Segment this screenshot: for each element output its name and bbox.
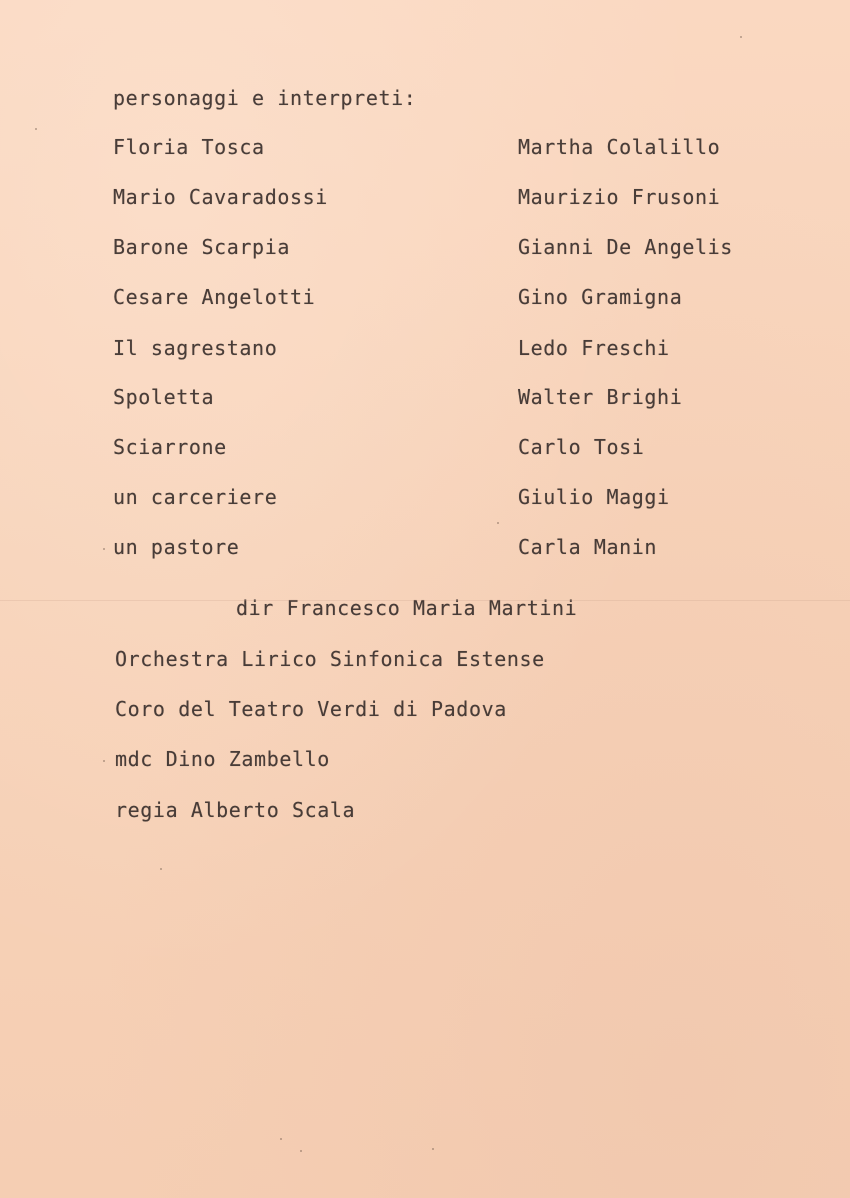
paper-speck: [103, 548, 105, 550]
role-barone-scarpia: Barone Scarpia: [113, 235, 290, 259]
performer-un-carceriere: Giulio Maggi: [518, 485, 670, 509]
paper-speck: [740, 36, 742, 38]
paper-fold-line: [0, 600, 850, 601]
paper-speck: [280, 1138, 282, 1140]
paper-speck: [432, 1148, 434, 1150]
performer-un-pastore: Carla Manin: [518, 535, 658, 559]
performer-cesare-angelotti: Gino Gramigna: [518, 285, 683, 309]
orchestra-credit: Orchestra Lirico Sinfonica Estense: [115, 647, 545, 671]
performer-sciarrone: Carlo Tosi: [518, 435, 645, 459]
paper-speck: [35, 128, 37, 130]
cast-heading: personaggi e interpreti:: [113, 86, 417, 110]
performer-mario-cavaradossi: Maurizio Frusoni: [518, 185, 721, 209]
paper-speck: [103, 760, 105, 762]
role-il-sagrestano: Il sagrestano: [113, 336, 278, 360]
performer-il-sagrestano: Ledo Freschi: [518, 336, 670, 360]
paper-speck: [160, 868, 162, 870]
paper-speck: [300, 1150, 302, 1152]
role-sciarrone: Sciarrone: [113, 435, 227, 459]
performer-floria-tosca: Martha Colalillo: [518, 135, 721, 159]
role-un-pastore: un pastore: [113, 535, 240, 559]
conductor-credit: dir Francesco Maria Martini: [236, 596, 578, 620]
role-cesare-angelotti: Cesare Angelotti: [113, 285, 316, 309]
role-mario-cavaradossi: Mario Cavaradossi: [113, 185, 328, 209]
chorus-credit: Coro del Teatro Verdi di Padova: [115, 697, 507, 721]
performer-spoletta: Walter Brighi: [518, 385, 683, 409]
role-un-carceriere: un carceriere: [113, 485, 278, 509]
performer-barone-scarpia: Gianni De Angelis: [518, 235, 733, 259]
role-spoletta: Spoletta: [113, 385, 215, 409]
role-floria-tosca: Floria Tosca: [113, 135, 265, 159]
director-credit: regia Alberto Scala: [115, 798, 356, 822]
paper-speck: [497, 522, 499, 524]
chorus-master-credit: mdc Dino Zambello: [115, 747, 330, 771]
